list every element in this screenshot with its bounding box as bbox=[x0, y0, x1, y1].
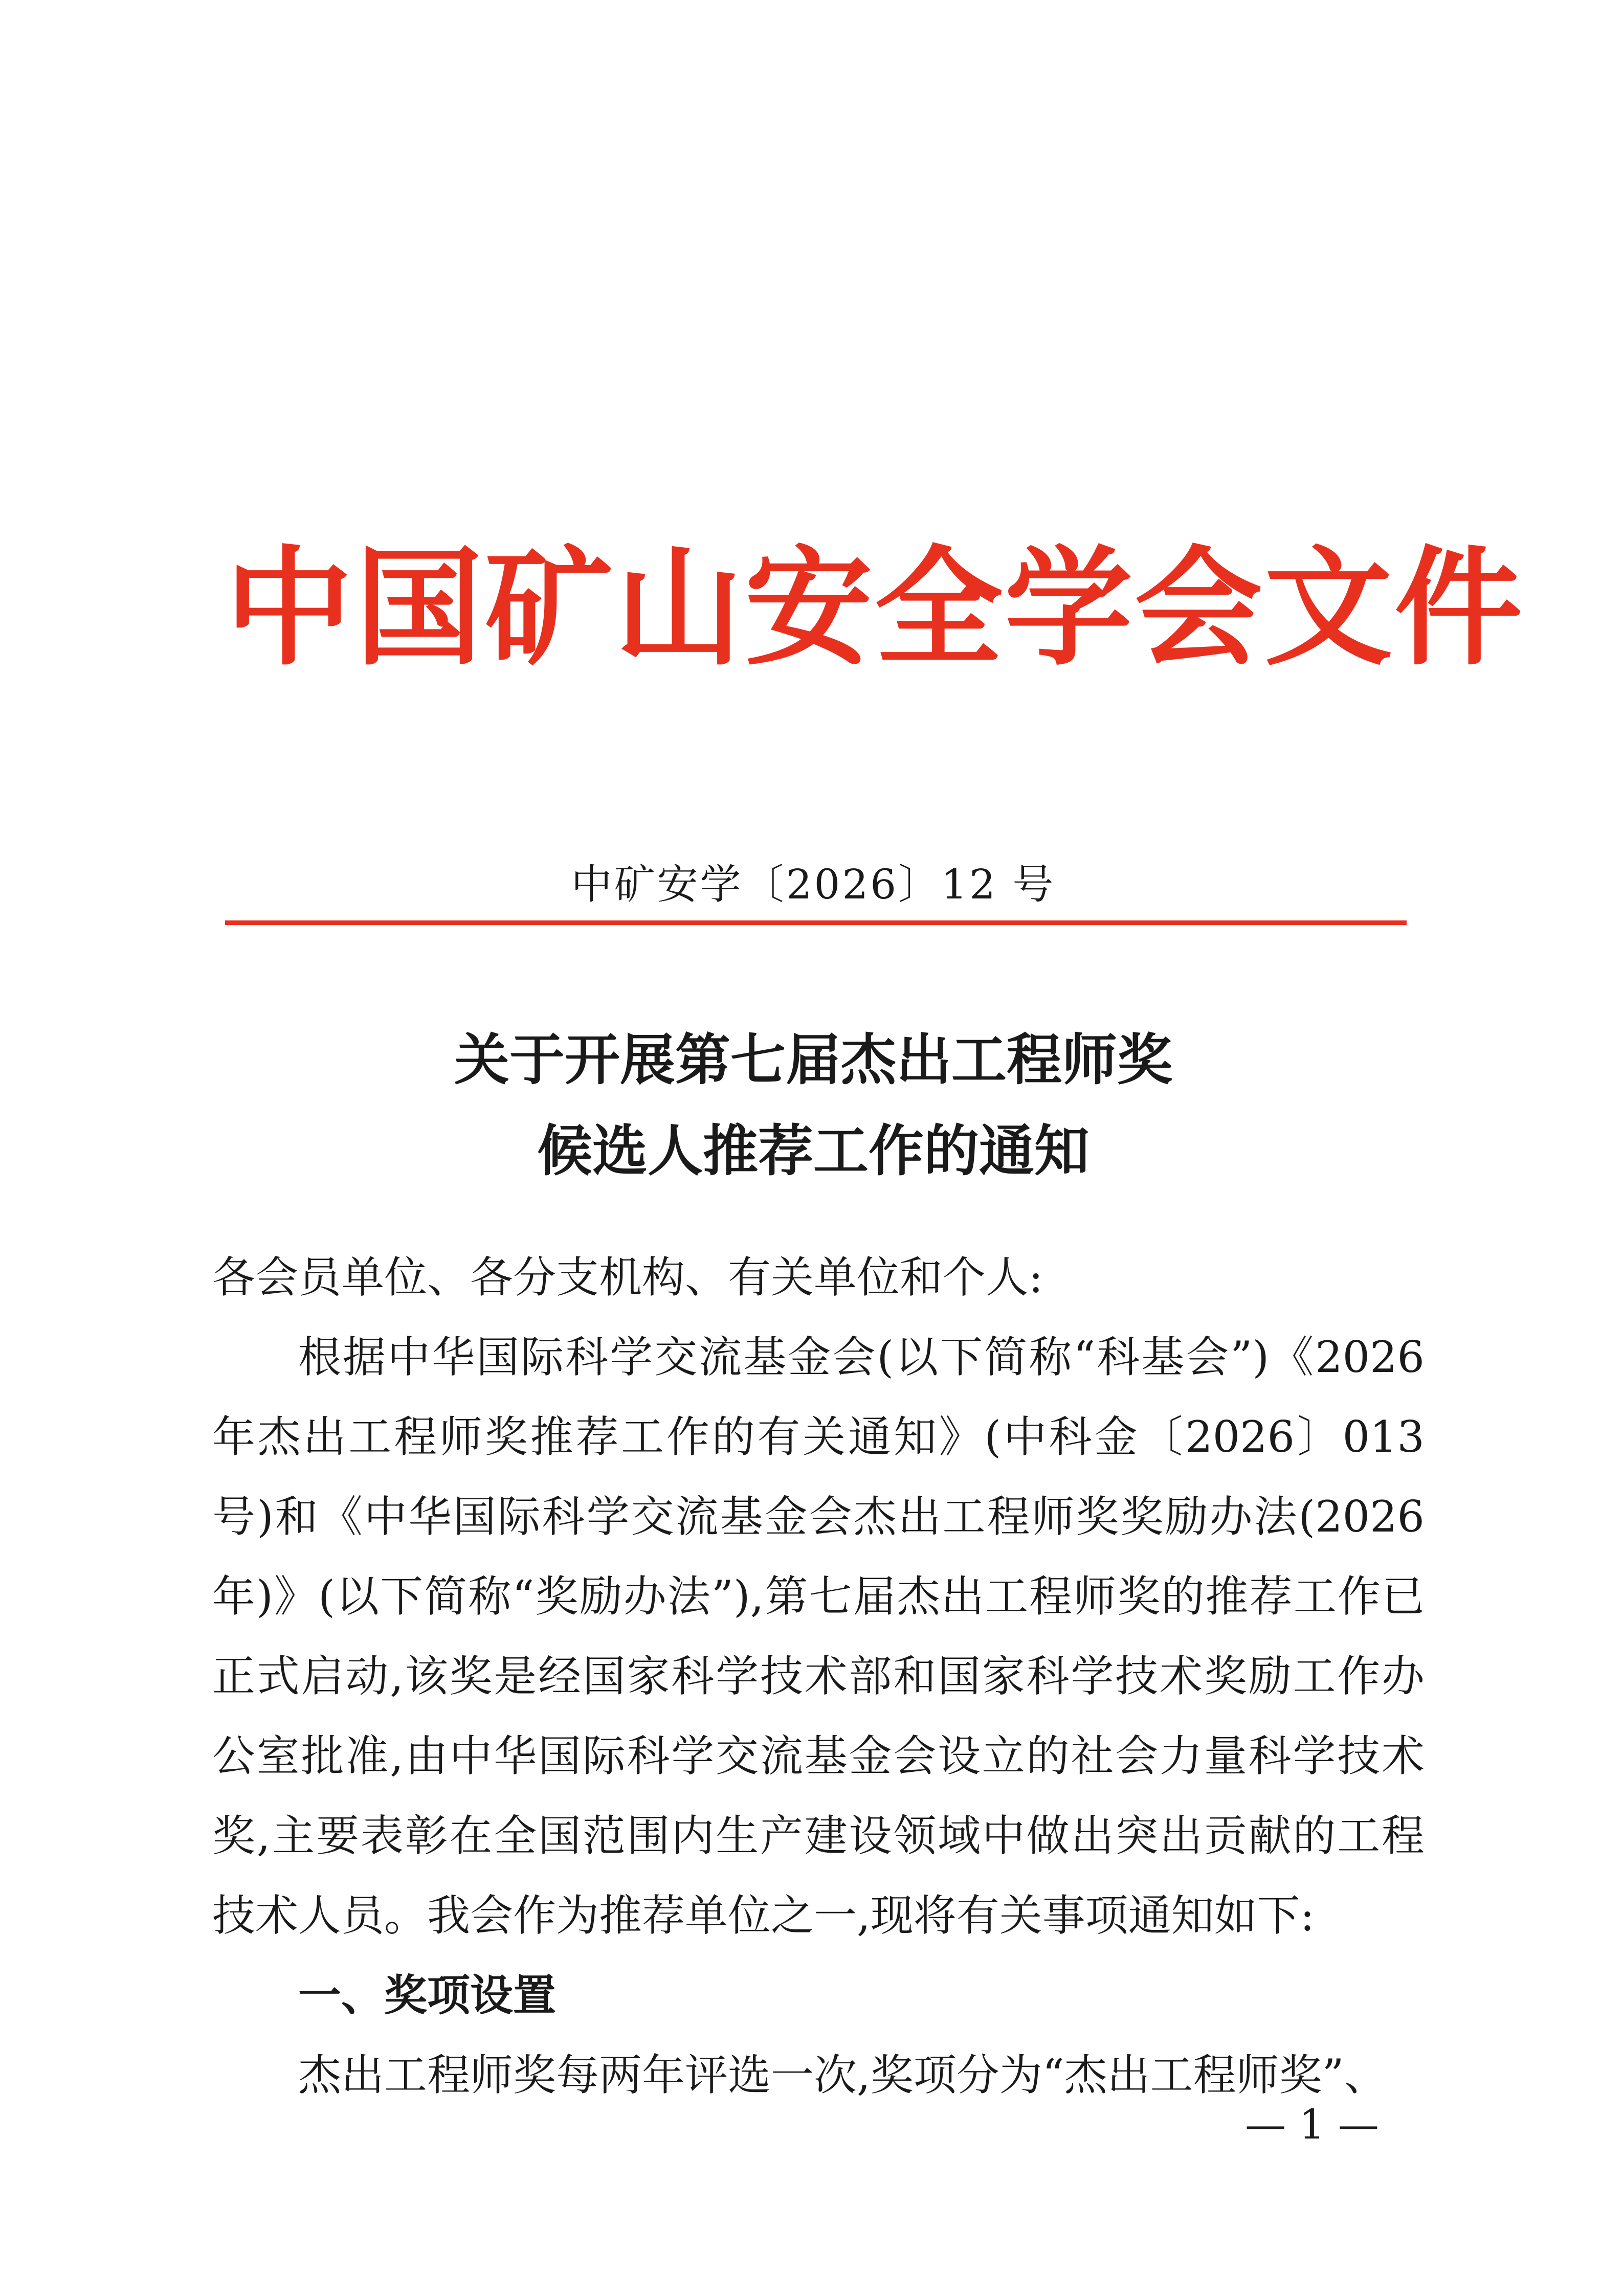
notice-title bbox=[225, 1015, 1401, 1197]
notice-body bbox=[212, 1237, 1425, 2115]
salutation: 各会员单位、各分支机构、有关单位和个人: bbox=[212, 1252, 1043, 1302]
section-heading-1: 一、奖项设置 bbox=[298, 1970, 557, 2020]
notice-title-line1: 关于开展第七届杰出工程师奖 bbox=[454, 1028, 1172, 1092]
notice-title-line2: 候选人推荐工作的通知 bbox=[537, 1119, 1089, 1183]
body-paragraph-1: 根据中华国际科学交流基金会(以下简称“科基会”)《2026年杰出工程师奖推荐工作的有关通知》(中科金〔2026〕013 号)和《中华国际科学交流基金会杰出工程师奖奖励办法(2026年)》(以下简称“奖励办法”),第七届杰出工程师奖的推荐工作已正式启动,该奖是经国家科学技术部和国家科学技术奖励工作办公室批准,由中华国际科学交流基金会设立的社会力量科学技术奖,主要表彰在全国范围内生产建设领域中做出突出贡献的工程技术人员。我会作为推荐单位之一,现将有关事项通知如下: bbox=[212, 1332, 1425, 1941]
page-number: — 1 — bbox=[1245, 2101, 1379, 2148]
organization-title: 中国矿山安全学会文件 bbox=[225, 534, 1524, 683]
document-number: 中矿安学〔2026〕12 号 bbox=[571, 861, 1056, 908]
red-divider bbox=[225, 920, 1407, 925]
body-paragraph-2: 杰出工程师奖每两年评选一次,奖项分为“杰出工程师奖”、 bbox=[298, 2050, 1387, 2100]
